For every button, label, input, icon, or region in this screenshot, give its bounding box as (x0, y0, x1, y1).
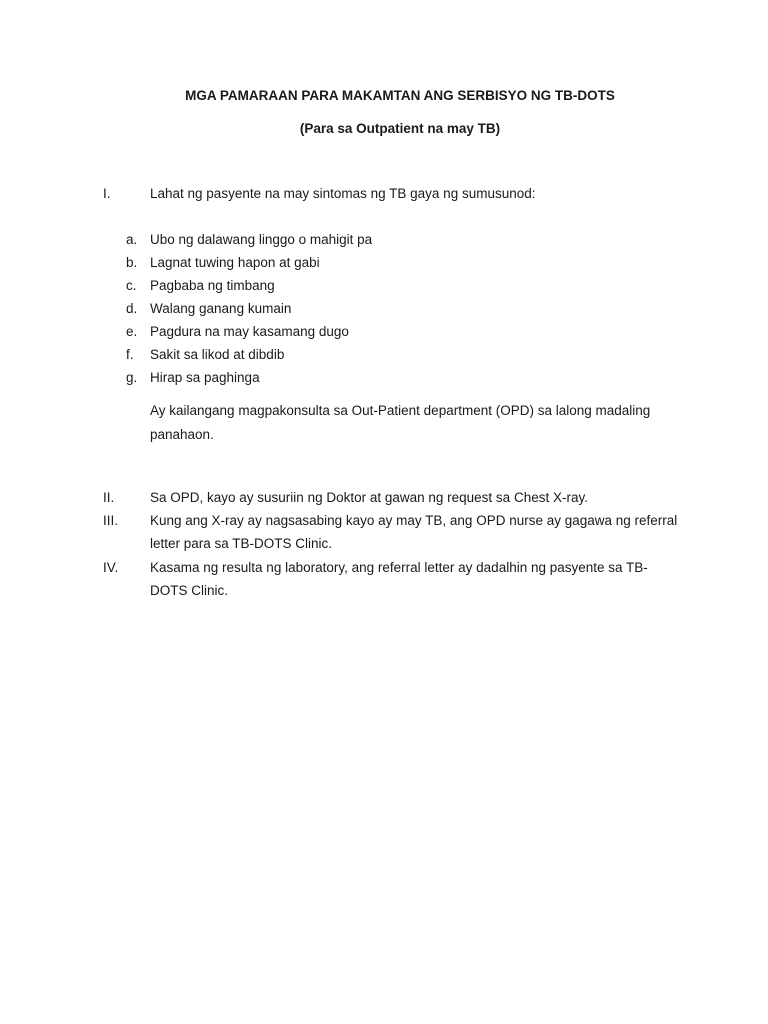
consult-note: Ay kailangang magpakonsulta sa Out-Patient department (OPD) sa lalong madaling panahaon. (150, 403, 651, 442)
list-item-text: Ubo ng dalawang linggo o mahigit pa (150, 232, 373, 247)
list-item-letter: d. (126, 301, 138, 316)
list-item-text: Lagnat tuwing hapon at gabi (150, 255, 320, 270)
list-item-text: Pagdura na may kasamang dugo (150, 324, 349, 339)
list-item-letter: e. (126, 324, 138, 339)
section-numeral: IV. (103, 560, 119, 575)
list-item-letter: a. (126, 232, 138, 247)
list-item-text: Sakit sa likod at dibdib (150, 347, 285, 362)
section-numeral: II. (103, 490, 115, 505)
list-item-letter: g. (126, 370, 138, 385)
section-text: Kasama ng resulta ng laboratory, ang referral letter ay dadalhin ng pasyente sa TB-DOTS Clinic. (150, 560, 648, 598)
section-text: Lahat ng pasyente na may sintomas ng TB gaya ng sumusunod: (150, 186, 536, 201)
section-text: Sa OPD, kayo ay susuriin ng Doktor at gawan ng request sa Chest X-ray. (150, 490, 588, 505)
list-item-letter: c. (126, 278, 137, 293)
list-item-text: Hirap sa paghinga (150, 370, 260, 385)
list-item-letter: b. (126, 255, 138, 270)
list-item-text: Pagbaba ng timbang (150, 278, 275, 293)
list-item-letter: f. (126, 347, 134, 362)
section-numeral: III. (103, 513, 119, 528)
section-numeral: I. (103, 186, 111, 201)
page-subtitle: (Para sa Outpatient na may TB) (299, 121, 501, 136)
page-title: MGA PAMARAAN PARA MAKAMTAN ANG SERBISYO NG TB-DOTS (185, 88, 615, 103)
list-item-text: Walang ganang kumain (150, 301, 292, 316)
section-text: Kung ang X-ray ay nagsasabing kayo ay may TB, ang OPD nurse ay gagawa ng referral letter para sa TB-DOTS Clinic. (150, 513, 678, 551)
